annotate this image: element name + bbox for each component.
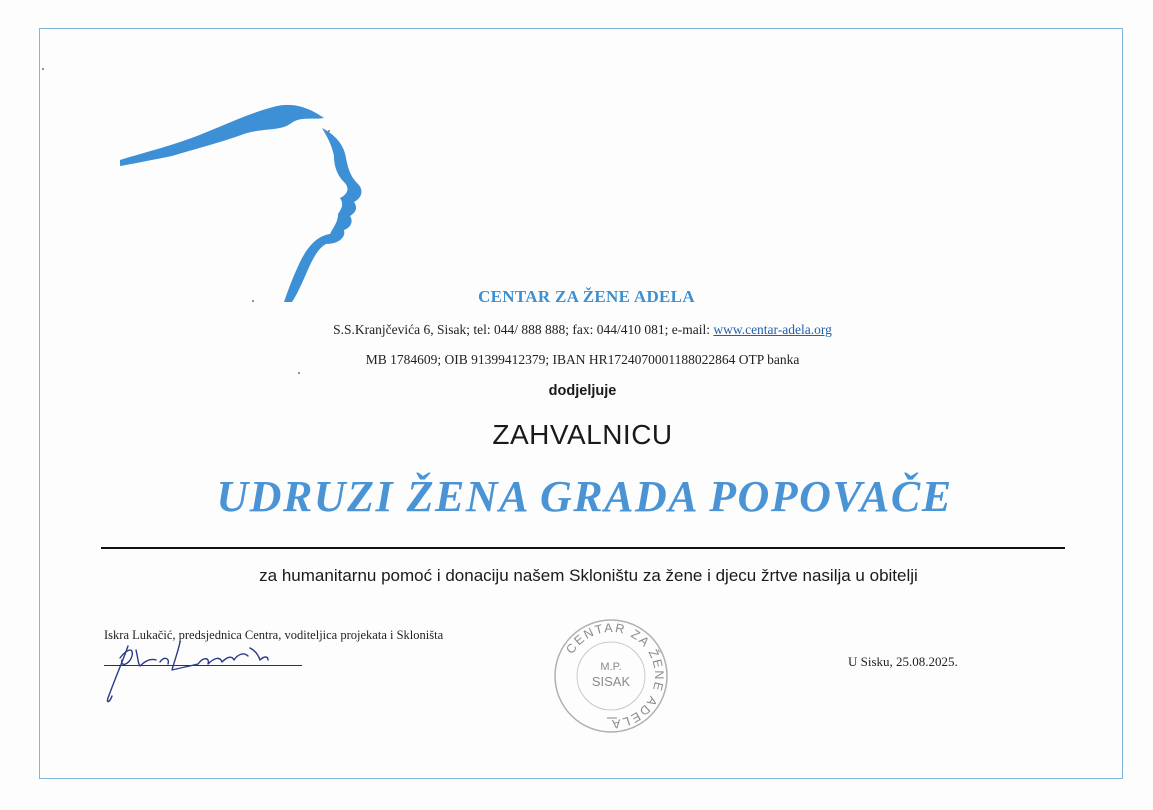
organization-name: CENTAR ZA ŽENE ADELA xyxy=(478,287,695,306)
scan-speck xyxy=(252,300,254,302)
stamp-city: SISAK xyxy=(591,674,631,689)
adela-logo xyxy=(112,98,372,303)
scan-speck xyxy=(328,130,330,132)
scan-speck xyxy=(42,68,44,70)
awards-verb: dodjeljuje xyxy=(548,383,617,399)
address-line xyxy=(6,322,1153,338)
registry-line: MB 1784609; OIB 91399412379; IBAN HR1724070001188022864 OTP banka xyxy=(365,352,800,367)
website-link[interactable]: www.centar-adela.org xyxy=(713,322,832,337)
stamp-ring-text: CENTAR ZA ŽENE ADELA xyxy=(563,620,667,732)
divider-rule xyxy=(101,547,1065,549)
official-stamp xyxy=(553,618,669,734)
recipient-name: UDRUZI ŽENA GRADA POPOVAČE xyxy=(216,472,953,521)
place-and-date: U Sisku, 25.08.2025. xyxy=(848,654,958,669)
document-title: ZAHVALNICU xyxy=(492,419,673,450)
stamp-mp-label: M.P. xyxy=(600,661,622,673)
award-reason: za humanitarnu pomoć i donaciju našem Skloništu za žene i djecu žrtve nasilja u obitelji xyxy=(259,566,918,585)
signatory-line: Iskra Lukačić, predsjednica Centra, voditeljica projekata i Skloništa xyxy=(104,628,444,642)
scan-speck xyxy=(298,372,300,374)
address-text: S.S.Kranjčevića 6, Sisak; tel: 044/ 888 888; fax: 044/410 081; e-mail: xyxy=(333,322,714,337)
handwritten-signature xyxy=(98,628,288,708)
